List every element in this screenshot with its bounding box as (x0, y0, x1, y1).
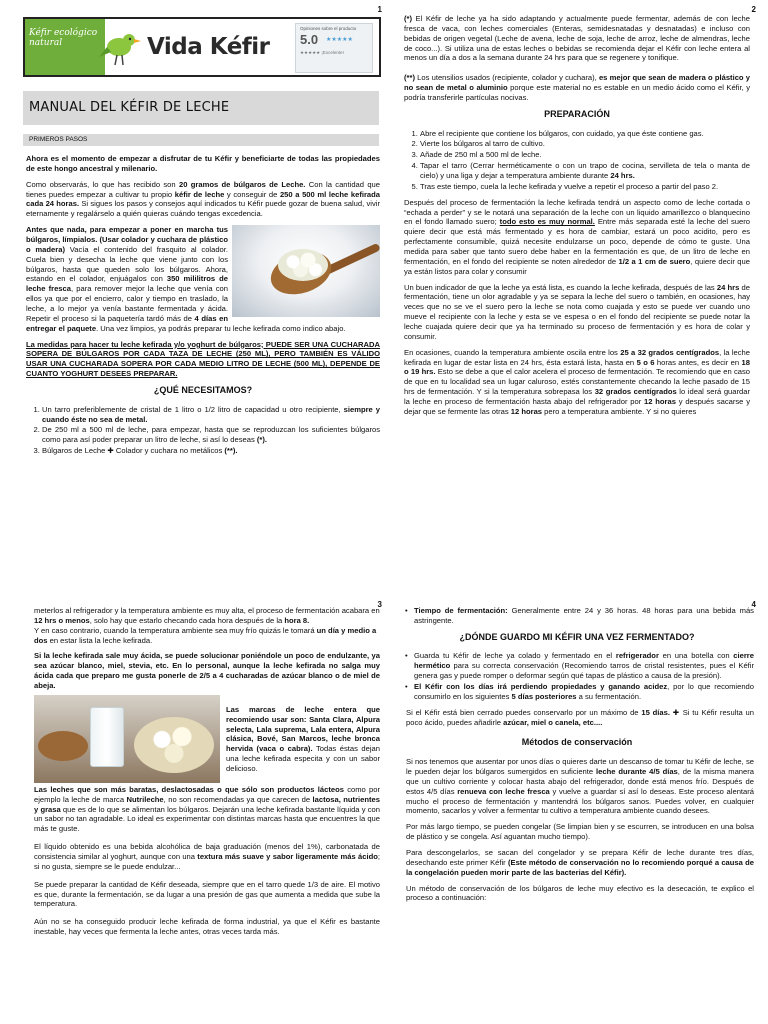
text: De 250 ml a 500 ml de leche, para empezar, hasta que se reproduzcan los suficientes búlgaros como para así poder preparar un litro de leche, si así lo deseas (42, 425, 380, 445)
text: horas antes, es decir en (654, 357, 742, 367)
text: Con la cantidad que tienes puedes empezar a cultivar tu propio (26, 179, 381, 199)
page-4 (400, 600, 756, 1024)
list-item: 2. Vierte los búlgaros al tarro de cultivo. (420, 139, 750, 149)
brand-banner (23, 17, 381, 77)
list-item (42, 405, 380, 425)
text: Como observarás, lo que has recibido son (26, 179, 179, 189)
storage-list (400, 651, 754, 701)
page-4-body (400, 606, 754, 909)
text: 12 hrs o menos (34, 615, 90, 625)
text: Esto se debe a que el calor acelera el proceso de fermentación. Te recomiendo que en caso de que en tu localidad sea un lugar caluroso, estés constantemente checando la leche pasado de 15 hrs de fermentación. Y si la temperatura sobrepasa los (404, 367, 750, 397)
text: , para remover mejor la leche que venía con ellos ya que por el encierro, calor y tiempo en traslado, la leche, a lo mejor ya venía bastante fermentada y ácida. Repetir el proceso si la paquetería tardó más de (26, 284, 228, 323)
received-paragraph (26, 180, 380, 219)
text: , de la misma manera que un cultivo corriente y colocar hasta abajo del refrigerador, donde está menos frío. Después de estos 4/5 días (406, 766, 754, 796)
text: Búlgaros de Leche ✚ Colador y cuchara no metálicos (42, 446, 225, 456)
text: 350 mililitros de leche fresca (26, 274, 228, 294)
list-item (414, 682, 754, 702)
text: , quiere decir que ya están listos para colar y consumir (404, 256, 750, 276)
text: ; si no gusta, siempre se le puede endulzar... (34, 852, 380, 871)
text: Si el Kéfir está bien cerrado puedes conservarlo por un máximo de (406, 707, 642, 717)
text: (**) (404, 73, 415, 83)
page-number: 2 (751, 5, 756, 14)
rating-title: Opiniones sobre el producto (300, 26, 357, 31)
indicator-paragraph (404, 283, 750, 342)
rating-widget (295, 23, 373, 73)
temperature-paragraph (404, 348, 750, 417)
text: Para descongelarlos, se sacan del congelador y se prepara Kéfir de leche durante tres días, desechando este primer Kéfir (406, 847, 754, 867)
text: El líquido obtenido es una bebida alcohólica de baja graduación (menos del 1%), carbonatada de consistencia similar al yoghurt, aunque con una (34, 842, 380, 862)
text: Un buen indicador de que la leche ya está lista, es cuando la leche kefirada, después de las (404, 282, 717, 292)
text: Tapar el tarro (Cerrar herméticamente o con un trapo de cocina, servilleta de tela o manta de cielo) y una liga y dejar a temperatura ambiente durante (420, 161, 750, 180)
page-2 (404, 0, 756, 600)
text: en una botella con (658, 651, 734, 661)
list-item (42, 446, 380, 456)
text: 20 gramos de búlgaros de Leche. (178, 179, 306, 189)
kefir-grains (278, 249, 328, 281)
kefir-grains-bowl (134, 717, 214, 773)
text: a su fermentación. (576, 691, 642, 701)
liquid-paragraph (34, 842, 380, 872)
text: cierre hermético (414, 651, 754, 671)
page-3-body (34, 606, 380, 943)
text: 18 o 19 hrs. (404, 357, 750, 377)
text: , por lo que recomiendo consumirlo en los siguientes (414, 681, 754, 701)
text: renueva con leche fresca (457, 786, 550, 796)
list-item: 1. Abre el recipiente que contiene los búlgaros, con cuidado, ya que éste contiene gas. (420, 129, 750, 139)
note-2 (404, 73, 750, 103)
text: 5 días posteriores (511, 691, 577, 701)
text: Antes que nada, para empezar a poner en marcha tus búlgaros, límpialos. (Usar colador y cuchara de plástico o madera) (26, 225, 228, 254)
text: como por ejemplo la leche de marca (34, 784, 380, 804)
kefir-glass (90, 707, 124, 767)
text: 24 hrs. (610, 171, 635, 180)
page-number: 4 (751, 600, 756, 609)
text: . Una vez limpios, ya podrás preparar tu leche kefirada como indico abajo. (96, 323, 346, 333)
text: ✚ Si tu Kéfir resulta un poco ácido, puedes añadirle (406, 707, 754, 727)
page-title: MANUAL DEL KÉFIR DE LECHE (29, 100, 230, 115)
text: Guarda tu Kéfir de leche ya colado y fermentado en el (414, 651, 616, 661)
text: siempre y cuando éste no sea de metal. (42, 404, 381, 424)
text: , no son recomendadas ya que carecen de (163, 794, 313, 804)
freeze-paragraph: Por más largo tiempo, se pueden congelar (Se limpian bien y se escurren, se introducen en una bolsa de plástico y se congela. Así aguantan mucho tiempo). (406, 822, 754, 842)
section-subtitle: PRIMEROS PASOS (23, 134, 379, 146)
text: Nutrileche (126, 794, 164, 804)
list-item (420, 161, 750, 181)
storage-heading: ¿DÓNDE GUARDO MI KÉFIR UNA VEZ FERMENTADO? (459, 631, 695, 642)
list-item (42, 425, 380, 445)
conservation-heading: Métodos de conservación (521, 737, 633, 748)
list-item: 5. Tras este tiempo, cuela la leche kefirada y vuelve a repetir el proceso a partir del paso 2. (420, 182, 750, 192)
text: hora 8. (284, 615, 310, 625)
text: El Kéfir con los días irá perdiendo propiedades y ganando acidez (414, 681, 668, 691)
page-number: 1 (377, 5, 382, 14)
bird-icon (99, 27, 141, 67)
text: refrigerador (615, 651, 659, 661)
text: 24 hrs (716, 282, 740, 292)
measure-paragraph: La medidas para hacer tu leche kefirada y/o yoghurt de búlgaros; PUEDE SER UNA CUCHARADA SOPERA DE BÚLGAROS POR CADA TAZA DE LECHE (250 ML), PERO TAMBIÉN ES VÁLIDO USAR UNA CUCHARADA SOPERA POR CADA MEDIO LITRO DE LECHE (500 ML), DEPENDE DE CUANTO YOGHURT DESEES PREPARAR. (26, 339, 380, 379)
text: 12 horas (510, 406, 543, 416)
brand-name: Vida Kéfir (147, 34, 270, 60)
text: Generalmente entre 24 y 36 horas. 48 horas para una bebida más astringente. (414, 606, 754, 625)
text: kéfir de leche (174, 189, 225, 199)
quantity-paragraph: Se puede preparar la cantidad de Kéfir deseada, siempre que en el tarro quede 1/3 de aire. El motivo es que, durante la fermentación, se da lugar a una presión de gas que aumenta a medida que sube la temperatura. (34, 879, 380, 909)
text: El Kéfir de leche ya ha sido adaptando y actualmente puede fermentar, además de con leche fresca de vaca, con leches comerciales (Enteras, semidesnatadas y desnatadas) e incluso con bebidas de origen vegetal (Leche de avena, leche de soja, leche de arroz, leche de almendras, leche de coco...). Si utiliza una de estas leches o bebidas se recomienda dejar el Kéfir con leche entera al menos un día a dos a la semana durante 24 hrs para que se regenere y tonifique. (404, 14, 750, 63)
text: 25 a 32 grados centígrados (620, 347, 720, 357)
text: 12 horas (644, 397, 676, 407)
fridge-paragraph (34, 606, 380, 645)
text: (Este método de conservación no lo recomiendo porqué a causa de la congelación pueden morir parte de las bacterias del Kéfir). (406, 857, 754, 877)
text: y conseguir de (224, 189, 280, 199)
thaw-paragraph (400, 848, 754, 878)
text: (*) (404, 14, 413, 23)
text: todo esto es muy normal. (499, 217, 595, 227)
text: Tiempo de fermentación: (414, 606, 508, 615)
text: Entre más separada esté la leche del suero quiere decir que está más fermentado y es hora de cambiar, estará un poco acidito, pero es perfectamente consumible, quizá necesite endulzarse un poco, depende de cómo te guste. Una medida para saber que tanto suero debe haber en la fermentación es que, de un litro de leche en fermentación, en el fondo del recipiente se noten alrededor de (404, 217, 750, 266)
cheap-milk-paragraph (34, 785, 380, 834)
text: (**). (224, 446, 238, 456)
wooden-spoon (38, 731, 88, 761)
text: en estar lista la leche kefirada. (47, 635, 153, 645)
text: de fermentación, tiene un olor agradable y ya se separa la leche del suero o también, en ocasiones, hay veces que no se ve el suero pero la leche se nota como cuajada y esto se puede ver cuando uno mueve el recipiente con la leche y esta se ve espesa o en el fondo del recipiente se puede notar la leche cuajada quiere decir que ya ha terminado su proceso de fermentación y es hora de colar y consumir. (404, 282, 750, 341)
text: un día y medio a dos (34, 625, 377, 645)
rating-subtext: ★★★★★ ¡Excelente! (300, 49, 344, 55)
page-1 (20, 0, 382, 600)
star-icon: ★★★★★ (326, 37, 353, 43)
preparation-steps (404, 129, 750, 192)
text: 1/2 a 1 cm de suero (618, 256, 691, 266)
list-item (414, 651, 754, 681)
fermentation-time-list (400, 606, 754, 626)
text: Las leches que son más baratas, deslactosadas o que sólo son productos lácteos (34, 784, 344, 794)
acid-paragraph: Si la leche kefirada sale muy ácida, se puede solucionar poniéndole un poco de endulzante, ya sea azúcar blanco, miel, stevia, etc. En lo personal, aunque la leche kefirada no salga muy ácida cada que preparo me gusta ponerle de 2/5 a 4 cucharadas de azúcar blanco o de miel de abeja. (34, 651, 380, 691)
need-heading: ¿QUÉ NECESITAMOS? (153, 385, 253, 396)
note-1 (404, 14, 750, 63)
text: , la leche kefirada en lugar de estar lista en 24 hrs, ésta estará lista, hasta en (404, 347, 750, 367)
fermentation-paragraph (404, 198, 750, 277)
text: Si sigues los pasos y consejos aquí indicados tu Kéfir puede gozar de buena salud, vivir eternamente y regalárselo a quién quieras cuándo tengas excedencia. (26, 199, 380, 219)
spoon-handle (323, 243, 380, 276)
text: azúcar, miel o canela, etc.... (503, 717, 603, 727)
text: que es de lo que se alimentan los búlgaros. Dejarán una leche kefirada bastante líquida y con un sabor no tan agradable. Lo ideal es experimentar con distintas marcas hasta que encuentres la que más te guste. (34, 804, 380, 834)
text: 32 grados centígrados (594, 387, 677, 397)
text: 5 o 6 (636, 357, 655, 367)
text: y vuelve a guardar sí así lo deseas. Este proceso alentará mucho el proceso de fermentación y mantendrá los búlgaros sanos. Puedes volver, en cualquier momento, sacarlos y volver a fermentar tu cultivo a temperatura ambiente cuando desees. (406, 786, 754, 816)
text: pero a temperatura ambiente. Y si no quieres (542, 406, 697, 416)
text: es mejor que sean de madera o plástico y no sean de metal o aluminio (404, 73, 750, 93)
kefir-grains-spoon-image (232, 225, 380, 317)
text: lactosa, nutrientes y grasa (34, 794, 380, 814)
rating-score: 5.0 (300, 31, 319, 47)
text: textura más suave y sabor ligeramente más ácido (197, 852, 378, 862)
text: Y en caso contrario, cuando la temperatura ambiente sea muy frío quizás le tomará (34, 625, 317, 635)
max-days-paragraph (400, 708, 754, 728)
leaf-logo-text: Kéfir ecológico natural (29, 28, 98, 48)
list-item (414, 606, 754, 626)
industrial-paragraph: Aún no se ha conseguido producir leche kefirada de forma industrial, ya que el Kéfir es bastante inestable, hay veces que fermenta la leche antes, otras veces tarda más. (34, 917, 380, 937)
title-bar (23, 91, 379, 125)
text: Un tarro preferiblemente de cristal de 1 litro o 1/2 litro de capacidad u otro recipiente, (42, 404, 344, 414)
text: porque este material no es estable en un medio ácido como el Kéfir, y podría transferirle partículas nocivas. (404, 83, 750, 103)
text: Todas éstas dejan una leche kefirada especita y con un sabor delicioso. (226, 744, 380, 774)
pause-paragraph (400, 757, 754, 816)
intro-paragraph: Ahora es el momento de empezar a disfrutar de tu Kéfir y beneficiarte de todas las propiedades de este hongo ancestral y milenario. (26, 154, 380, 173)
page-1-body (26, 154, 380, 462)
text: En ocasiones, cuando la temperatura ambiente oscila entre los (404, 347, 621, 357)
text: , solo hay que estarlo checando cada hora después de la (89, 615, 285, 625)
drying-paragraph: Un método de conservación de los búlgaros de leche muy efectivo es la desecación, te explico el proceso a continuación: (406, 883, 754, 903)
leaf-logo (25, 19, 105, 75)
page-2-body (404, 14, 750, 423)
text: Después del proceso de fermentación la leche kefirada tendrá un aspecto como de leche cortada o “echada a perder” y se le notará una separación de la leche con un liquido amarillezco o blanquecino en el fondo llamado suero; (404, 197, 750, 227)
preparation-heading: PREPARACIÓN (544, 108, 610, 119)
page-number: 3 (377, 600, 382, 609)
text: 250 a 500 ml leche kefirada cada 24 horas. (26, 189, 380, 209)
kefir-glass-bowl-image (34, 695, 220, 783)
text: Vacía el contenido del frasquito al colador. Cuela bien y desecha la leche que viene junto con los búlgaros, hasta que queden solo los búlgaros. Ahora, estando en el colador, enjuágalos con (26, 244, 229, 284)
text: 4 días en entregar el paquete (26, 313, 229, 333)
text: y después sacarse y dejar que se fermente las otras (404, 397, 750, 416)
text: Las marcas de leche entera que recomiendo usar son: Santa Clara, Alpura selecta, Lala suprema, Lala entera, Alpura clásica, Bové, San Marcos, leche bronca hervida (vaca o cabra). (226, 704, 380, 754)
need-list (26, 405, 380, 456)
text: para su correcta conservación (Recomiendo tarros de cristal resistentes, pues el Kéfir genera gas y puede romper o deformar según qué tapas de plástico a causa de la presión). (414, 661, 754, 681)
text: meterlos al refrigerador y la temperatura ambiente es muy alta, el proceso de fermentación acabara en (34, 606, 380, 615)
text: 15 días. (641, 707, 670, 717)
page-3 (20, 600, 382, 1024)
text: (*). (256, 435, 267, 445)
text: Los utensilios usados (recipiente, colador y cuchara), (414, 73, 599, 83)
text: Si nos tenemos que ausentar por unos días o quieres darte un descanso de tomar tu Kéfir de leche, se le pueden dejar los búlgaros sumergidos en suficiente (406, 757, 754, 776)
list-item: 3. Añade de 250 ml a 500 ml de leche. (420, 150, 750, 160)
text: leche durante 4/5 días (596, 766, 678, 776)
text: lo ideal será guardar la leche en proceso de fermentación hasta abajo del refrigerador por (404, 387, 750, 407)
